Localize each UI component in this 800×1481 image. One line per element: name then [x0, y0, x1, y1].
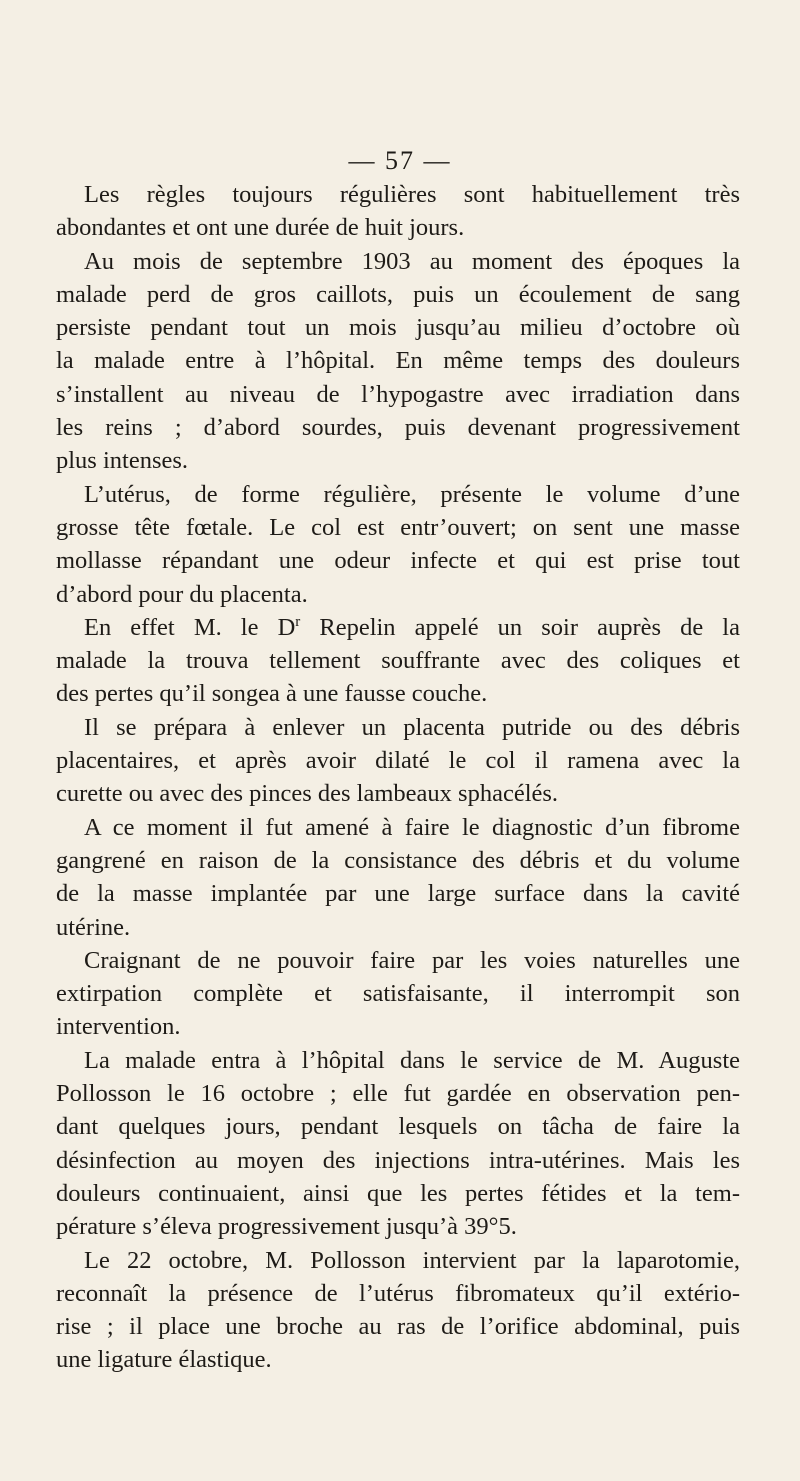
text-line: une ligature élastique.	[56, 1346, 272, 1374]
text-line: Le 22 octobre, M. Pollosson intervient par la laparotomie,	[84, 1246, 740, 1274]
text-line: désinfection au moyen des injections intra-utérines. Mais les	[56, 1146, 740, 1174]
text-line: extirpation complète et satisfaisante, il interrompit son	[56, 980, 740, 1008]
text-line: rise ; il place une broche au ras de l’orifice abdominal, puis	[56, 1313, 740, 1341]
text-line: malade la trouva tellement souffrante avec des coliques et	[56, 647, 740, 675]
text-line: La malade entra à l’hôpital dans le service de M. Auguste	[84, 1046, 740, 1074]
text-line: Craignant de ne pouvoir faire par les voies naturelles une	[84, 946, 740, 974]
text-line: d’abord pour du placenta.	[56, 580, 308, 608]
text-line: malade perd de gros caillots, puis un écoulement de sang	[56, 280, 740, 308]
text-line: utérine.	[56, 913, 131, 941]
text-line: A ce moment il fut amené à faire le diagnostic d’un fibrome	[84, 813, 740, 841]
text-line: douleurs continuaient, ainsi que les pertes fétides et la tem-	[56, 1179, 740, 1207]
text-line	[56, 611, 740, 644]
text-line: de la masse implantée par une large surface dans la cavité	[56, 880, 740, 908]
text-line: Il se prépara à enlever un placenta putride ou des débris	[84, 713, 740, 741]
text-line: des pertes qu’il songea à une fausse couche.	[56, 680, 488, 708]
text-line: curette ou avec des pinces des lambeaux sphacélés.	[56, 780, 559, 808]
text-line: dant quelques jours, pendant lesquels on tâcha de faire la	[56, 1113, 740, 1141]
text-line: Au mois de septembre 1903 au moment des époques la	[84, 247, 740, 275]
text-line: plus intenses.	[56, 447, 189, 475]
text-line: L’utérus, de forme régulière, présente le volume d’une	[84, 480, 740, 508]
text-line: gangrené en raison de la consistance des débris et du volume	[56, 846, 740, 874]
text-segment: Repelin appelé un soir auprès de la	[300, 613, 740, 641]
text-line: intervention.	[56, 1013, 181, 1041]
text-body	[56, 178, 740, 1377]
text-line: pérature s’éleva progressivement jusqu’à 39°5.	[56, 1213, 517, 1241]
paragraph-7	[56, 944, 740, 1044]
text-line: les reins ; d’abord sourdes, puis devenant progressivement	[56, 414, 740, 442]
text-line: persiste pendant tout un mois jusqu’au milieu d’octobre où	[56, 314, 740, 342]
text-line: grosse tête fœtale. Le col est entr’ouvert; on sent une masse	[56, 513, 740, 541]
paragraph-9	[56, 1244, 740, 1377]
text-segment: En effet M. le D	[84, 613, 296, 641]
page-number: — 57 —	[348, 146, 452, 175]
text-line: s’installent au niveau de l’hypogastre avec irradiation dans	[56, 380, 740, 408]
text-line: reconnaît la présence de l’utérus fibromateux qu’il extério-	[56, 1279, 740, 1307]
paragraph-1	[56, 178, 740, 245]
text-line: mollasse répandant une odeur infecte et qui est prise tout	[56, 547, 740, 575]
text-line: Les règles toujours régulières sont habituellement très	[84, 181, 740, 208]
text-line: abondantes et ont une durée de huit jours.	[56, 214, 465, 242]
text-line: placentaires, et après avoir dilaté le col il ramena avec la	[56, 747, 740, 775]
paragraph-6	[56, 811, 740, 944]
paragraph-8	[56, 1044, 740, 1244]
text-line: Pollosson le 16 octobre ; elle fut gardée en observation pen-	[56, 1080, 740, 1108]
paragraph-3	[56, 478, 740, 611]
paragraph-4	[56, 611, 740, 711]
paragraph-5	[56, 711, 740, 811]
paragraph-2	[56, 245, 740, 478]
superscript: r	[295, 613, 301, 630]
text-line: la malade entre à l’hôpital. En même temps des douleurs	[56, 347, 740, 375]
